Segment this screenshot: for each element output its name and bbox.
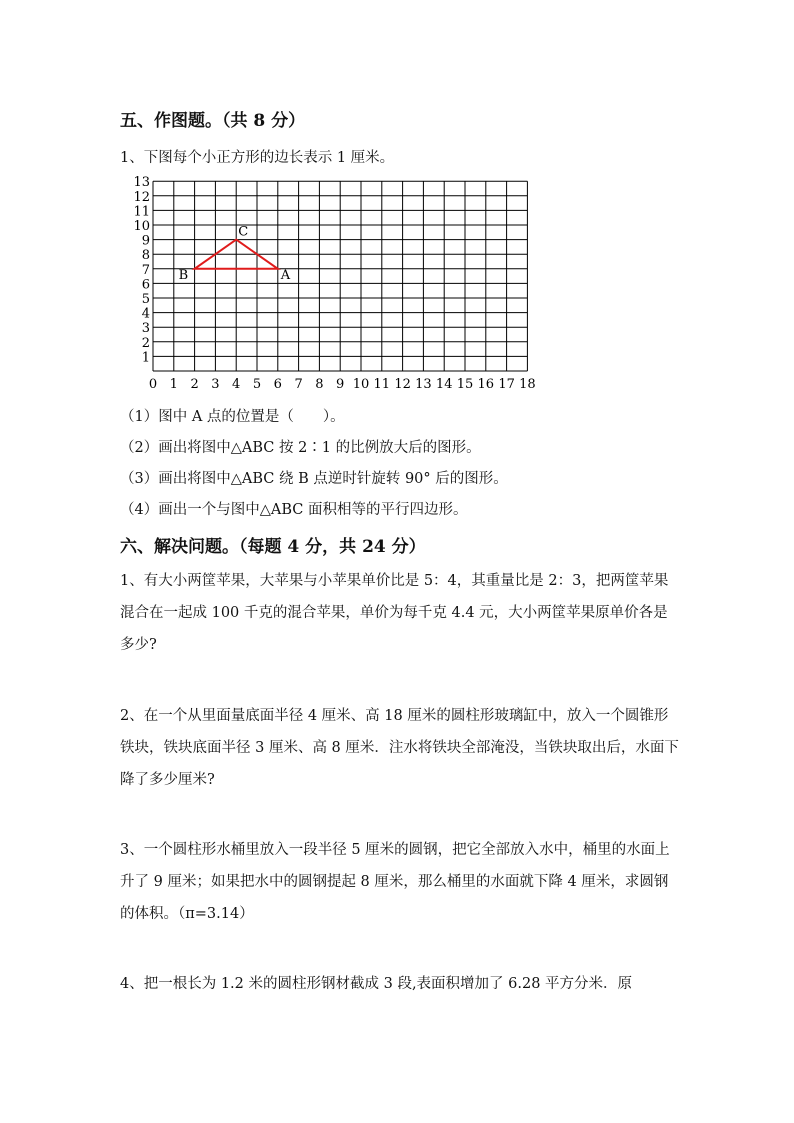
x-tick-label: 3 <box>211 377 220 392</box>
x-tick-label: 5 <box>252 377 262 392</box>
x-tick-label: 6 <box>273 377 282 392</box>
y-tick-label: 1 <box>141 350 150 366</box>
y-tick-label: 3 <box>141 321 150 337</box>
x-tick-label: 18 <box>519 377 536 392</box>
x-tick-label: 10 <box>352 377 370 392</box>
y-tick-label: 10 <box>133 219 150 234</box>
x-tick-label: 17 <box>498 377 515 392</box>
x-tick-label: 13 <box>415 377 432 392</box>
x-tick-label: 15 <box>456 377 474 392</box>
y-tick-label: 4 <box>141 306 150 322</box>
coordinate-grid <box>132 168 536 393</box>
y-tick-label: 8 <box>141 248 150 264</box>
subquestion-3: （3）画出将图中△ABC 绕 B 点逆时针旋转 90° 后的图形。 <box>120 471 508 487</box>
x-tick-label: 9 <box>336 377 345 392</box>
subquestion-1: （1）图中 A 点的位置是（ ）。 <box>120 409 345 425</box>
x-tick-label: 7 <box>294 377 303 392</box>
x-tick-label: 11 <box>373 377 391 392</box>
point-b-label: B <box>178 267 189 283</box>
y-tick-label: 9 <box>141 233 150 249</box>
point-c-label: C <box>238 224 249 240</box>
x-tick-label: 12 <box>394 377 411 392</box>
y-tick-label: 12 <box>133 189 150 205</box>
subquestion-2: （2）画出将图中△ABC 按 2∶1 的比例放大后的图形。 <box>120 440 481 456</box>
question-1-prompt: 1、下图每个小正方形的边长表示 1 厘米。 <box>120 150 395 166</box>
problem-4: 4、把一根长为 1.2 米的圆柱形钢材截成 3 段,表面积增加了 6.28 平方分米．原 <box>120 976 633 992</box>
x-tick-label: 14 <box>435 377 453 392</box>
x-tick-label: 2 <box>190 377 199 392</box>
x-tick-label: 16 <box>477 377 495 392</box>
x-tick-label: 1 <box>169 377 178 392</box>
y-tick-label: 11 <box>133 204 150 220</box>
section6-heading: 六、解决问题。（每题 4 分，共 24 分） <box>120 537 426 557</box>
y-tick-label: 7 <box>141 262 150 278</box>
point-a-label: A <box>280 267 291 283</box>
problem-2: 2、在一个从里面量底面半径 4 厘米、高 18 厘米的圆柱形玻璃缸中，放入一个圆锥形铁块，铁块底面半径 3 厘米、高 8 厘米．注水将铁块全部淹没，当铁块取出后，水面下降了多少厘米? <box>120 708 679 788</box>
problem-1: 1、有大小两筐苹果，大苹果与小苹果单价比是 5：4，其重量比是 2：3，把两筐苹果混合在一起成 100 千克的混合苹果，单价为每千克 4.4 元，大小两筐苹果原单价各是多少? <box>120 573 669 653</box>
y-tick-label: 2 <box>141 335 150 351</box>
y-tick-label: 5 <box>141 292 150 307</box>
y-tick-label: 13 <box>133 175 150 191</box>
y-tick-label: 6 <box>141 277 150 293</box>
x-tick-label: 8 <box>315 377 324 392</box>
x-tick-label: 4 <box>232 377 241 392</box>
subquestion-4: （4）画出一个与图中△ABC 面积相等的平行四边形。 <box>120 502 468 518</box>
section5-heading: 五、作图题。（共 8 分） <box>120 111 306 131</box>
x-tick-label: 0 <box>148 377 158 392</box>
problem-3: 3、一个圆柱形水桶里放入一段半径 5 厘米的圆钢，把它全部放入水中，桶里的水面上升了 9 厘米；如果把水中的圆钢提起 8 厘米，那么桶里的水面就下降 4 厘米，求圆钢的体积。（π=3.14） <box>120 842 670 922</box>
